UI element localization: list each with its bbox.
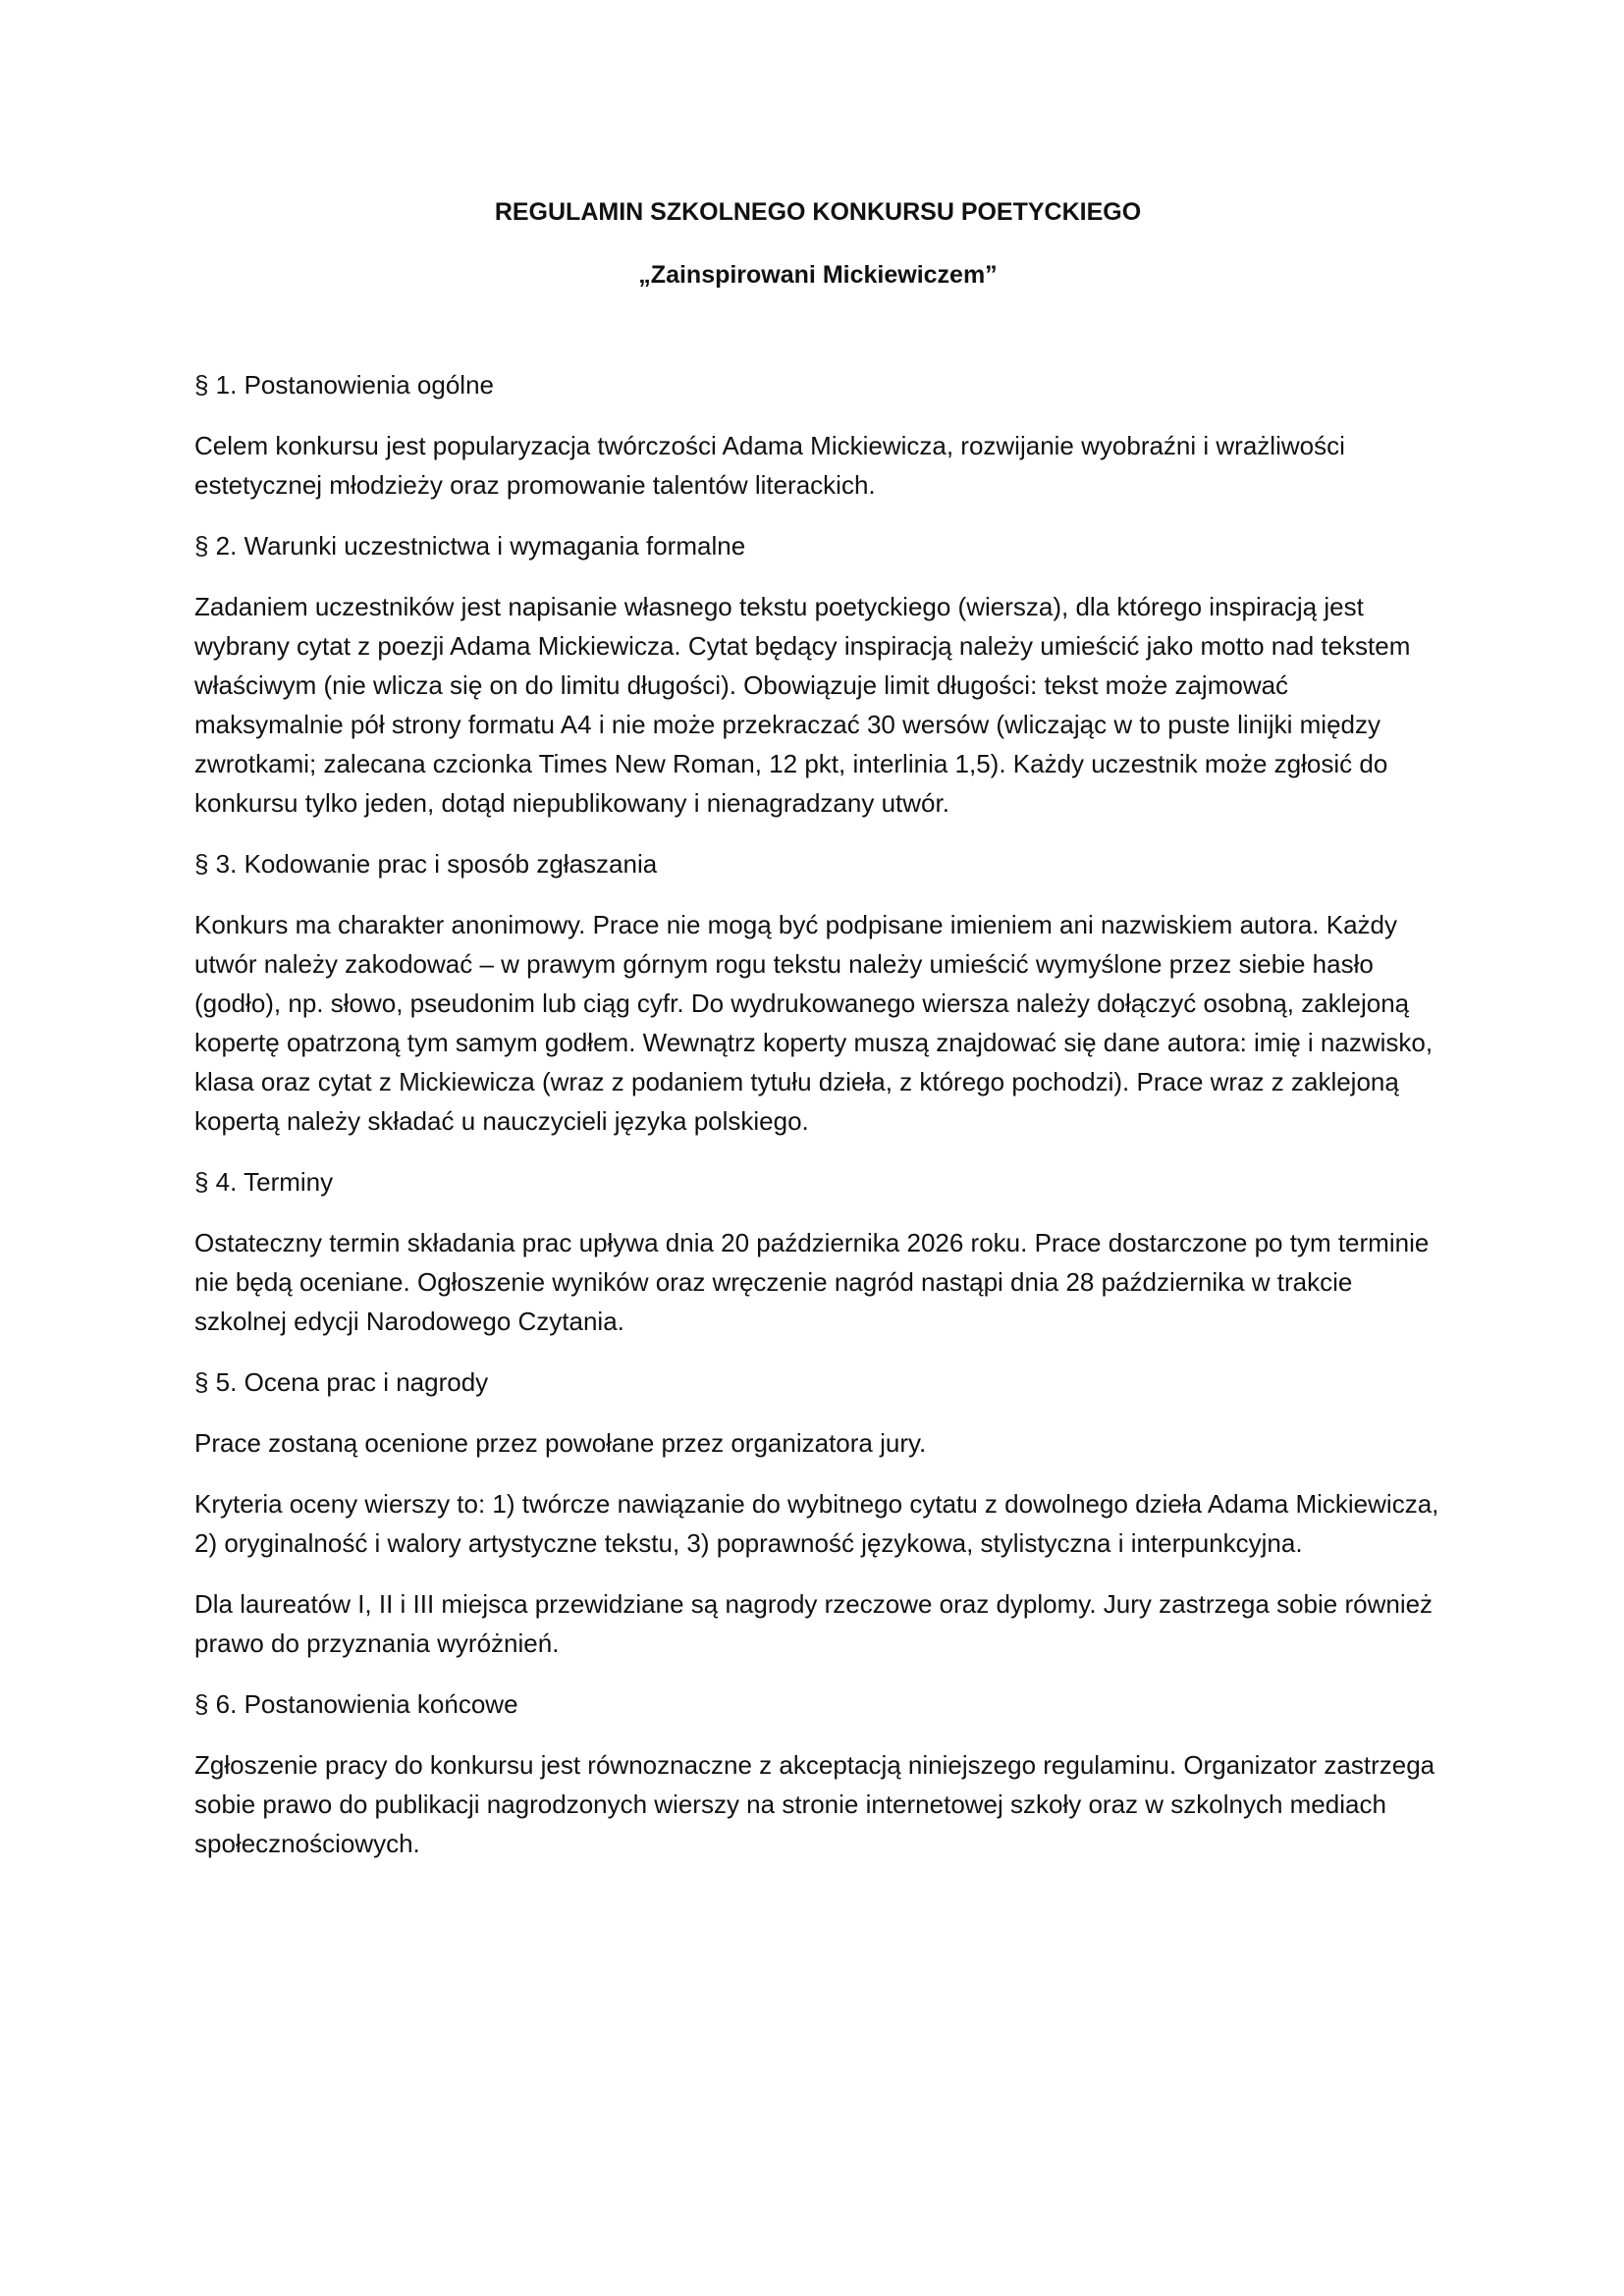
section-heading: § 6. Postanowienia końcowe <box>194 1689 518 1719</box>
section-paragraph: Kryteria oceny wierszy to: 1) twórcze nawiązanie do wybitnego cytatu z dowolnego dzieła Adama Mickiewicza, 2) oryginalność i walory artystyczne tekstu, 3) poprawność językowa, stylistyczna i interpunkcyjna. <box>194 1489 1439 1558</box>
section-paragraph: Dla laureatów I, II i III miejsca przewidziane są nagrody rzeczowe oraz dyplomy. Jury zastrzega sobie również prawo do przyznania wyróżnień. <box>194 1589 1434 1658</box>
document-page <box>194 192 1441 1863</box>
section-heading: § 2. Warunki uczestnictwa i wymagania formalne <box>194 531 746 561</box>
section-heading: § 5. Ocena prac i nagrody <box>194 1367 489 1397</box>
document-title: REGULAMIN SZKOLNEGO KONKURSU POETYCKIEGO <box>494 198 1142 226</box>
section-paragraph: Prace zostaną ocenione przez powołane przez organizatora jury. <box>194 1428 927 1458</box>
document-subtitle: „Zainspirowani Mickiewiczem” <box>638 261 998 289</box>
section-paragraph: Zadaniem uczestników jest napisanie własnego tekstu poetyckiego (wiersza), dla którego inspiracją jest wybrany cytat z poezji Adama Mickiewicza. Cytat będący inspiracją należy umieścić jako motto nad tekstem właściwym (nie wlicza się on do limitu długości). Obowiązuje limit długości: tekst może zajmować maksymalnie pół strony formatu A4 i nie może przekraczać 30 wersów (wliczając w to puste linijki między zwrotkami; zalecana czcionka Times New Roman, 12 pkt, interlinia 1,5). Każdy uczestnik może zgłosić do konkursu tylko jeden, dotąd niepublikowany i nienagradzany utwór. <box>194 592 1411 818</box>
section-heading: § 3. Kodowanie prac i sposób zgłaszania <box>194 849 658 879</box>
section-paragraph: Konkurs ma charakter anonimowy. Prace nie mogą być podpisane imieniem ani nazwiskiem autora. Każdy utwór należy zakodować – w prawym górnym rogu tekstu należy umieścić wymyślone przez siebie hasło (godło), np. słowo, pseudonim lub ciąg cyfr. Do wydrukowanego wiersza należy dołączyć osobną, zaklejoną kopertę opatrzoną tym samym godłem. Wewnątrz koperty muszą znajdować się dane autora: imię i nazwisko, klasa oraz cytat z Mickiewicza (wraz z podaniem tytułu dzieła, z którego pochodzi). Prace wraz z zaklejoną kopertą należy składać u nauczycieli języka polskiego. <box>194 910 1434 1136</box>
section-heading: § 4. Terminy <box>194 1167 334 1197</box>
section-paragraph: Zgłoszenie pracy do konkursu jest równoznaczne z akceptacją niniejszego regulaminu. Organizator zastrzega sobie prawo do publikacji nagrodzonych wierszy na stronie internetowej szkoły oraz w szkolnych mediach społecznościowych. <box>194 1750 1435 1858</box>
section-paragraph: Celem konkursu jest popularyzacja twórczości Adama Mickiewicza, rozwijanie wyobraźni i wrażliwości estetycznej młodzieży oraz promowanie talentów literackich. <box>194 431 1345 500</box>
section-heading: § 1. Postanowienia ogólne <box>194 370 495 400</box>
section-paragraph: Ostateczny termin składania prac upływa dnia 20 października 2026 roku. Prace dostarczone po tym terminie nie będą oceniane. Ogłoszenie wyników oraz wręczenie nagród nastąpi dnia 28 października w trakcie szkolnej edycji Narodowego Czytania. <box>194 1228 1430 1336</box>
